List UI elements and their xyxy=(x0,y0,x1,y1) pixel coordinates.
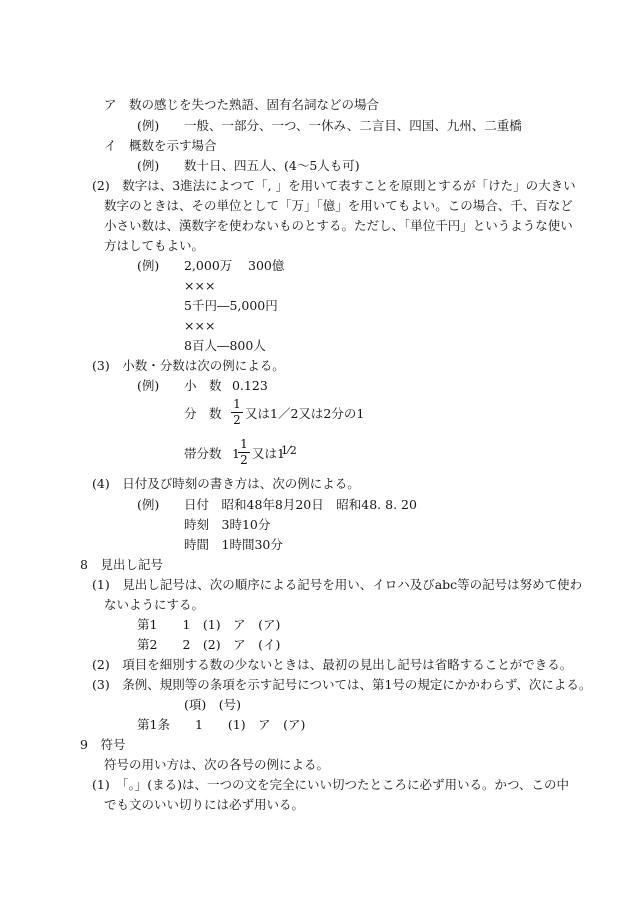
decimal-label: 小 数 xyxy=(184,378,222,393)
mixed-fraction-denominator: 2 xyxy=(240,453,248,467)
slash-fraction: 1⁄2 xyxy=(281,444,297,457)
section-9-paragraph: (1) 「。」(まる)は、一つの文を完全にいい切つたところに必ず用いる。かつ、この中 xyxy=(92,777,569,792)
paragraph-2-line: (2) 数字は、3進法によつて「, 」を用いて表すことを原則とするが「けた」の大きい xyxy=(92,178,576,193)
example-text: 一般、一部分、一つ、一休み、二言目、四国、九州、二重橋 xyxy=(184,118,522,133)
section-8-paragraph: (2) 項目を細別する数の少ないときは、最初の見出し記号は省略することができる。 xyxy=(92,657,573,672)
heading-symbol-row: 第2 2 (2) ア (イ) xyxy=(137,637,281,652)
example-text: ××× xyxy=(184,318,216,333)
heading-symbol-row: 第1 1 (1) ア (ア) xyxy=(137,617,281,632)
example-text: 日付 昭和48年8月20日 昭和48. 8. 20 xyxy=(184,497,417,512)
example-text: 時間 1時間30分 xyxy=(184,537,283,552)
example-text: ××× xyxy=(184,278,216,293)
subitem-a-heading: ア 数の感じを失つた熟語、固有名詞などの場合 xyxy=(104,97,380,112)
heading-symbol-header: (項) (号) xyxy=(184,697,242,712)
fraction-numerator: 1 xyxy=(233,397,241,411)
example-text: 5千円―5,000円 xyxy=(184,298,278,313)
mixed-fraction-whole: 1 xyxy=(232,446,240,461)
decimal-value: 0.123 xyxy=(232,378,268,393)
example-text: 数十日、四五人、(4〜5人も可) xyxy=(184,158,360,173)
mixed-fraction-numerator: 1 xyxy=(240,437,248,451)
section-8-paragraph: (3) 条例、規則等の条項を示す記号については、第1号の規定にかかわらず、次による。 xyxy=(92,677,592,692)
example-label: (例) xyxy=(137,118,160,133)
heading-symbol-row: 第1条 1 (1) ア (ア) xyxy=(137,717,306,732)
section-8-paragraph: ないようにする。 xyxy=(104,597,205,612)
mixed-fraction-label: 帯分数 xyxy=(184,446,222,461)
fraction-denominator: 2 xyxy=(233,413,241,427)
paragraph-2-line: 方はしてもよい。 xyxy=(104,238,205,253)
section-9-intro: 符号の用い方は、次の各号の例による。 xyxy=(104,757,330,772)
paragraph-2-line: 小さい数は、漢数字を使わないものとする。ただし、「単位千円」というような使い xyxy=(104,218,573,233)
paragraph-4-heading: (4) 日付及び時刻の書き方は、次の例による。 xyxy=(92,476,360,491)
fraction-label: 分 数 xyxy=(184,406,222,421)
example-label: (例) xyxy=(137,258,160,273)
example-text: 時刻 3時10分 xyxy=(184,517,271,532)
example-text: 8百人―800人 xyxy=(184,338,266,353)
section-8-heading: 8 見出し記号 xyxy=(80,557,163,572)
example-text: 300億 xyxy=(248,258,285,273)
example-label: (例) xyxy=(137,158,160,173)
fraction-text: 又は1／2又は2分の1 xyxy=(245,406,365,421)
section-8-paragraph: (1) 見出し記号は、次の順序による記号を用い、イロハ及びabc等の記号は努めて使わ xyxy=(92,577,583,592)
section-9-heading: 9 符号 xyxy=(80,737,126,752)
example-label: (例) xyxy=(137,497,160,512)
example-label: (例) xyxy=(137,378,160,393)
mixed-fraction-text: 又は1 xyxy=(252,446,285,461)
example-text: 2,000万 xyxy=(184,258,233,273)
paragraph-2-line: 数字のときは、その単位として「万」「億」を用いてもよい。この場合、千、百など xyxy=(104,198,573,213)
paragraph-3-heading: (3) 小数・分数は次の例による。 xyxy=(92,358,285,373)
subitem-i-heading: イ 概数を示す場合 xyxy=(104,138,217,153)
section-9-paragraph: でも文のいい切りには必ず用いる。 xyxy=(104,797,305,812)
